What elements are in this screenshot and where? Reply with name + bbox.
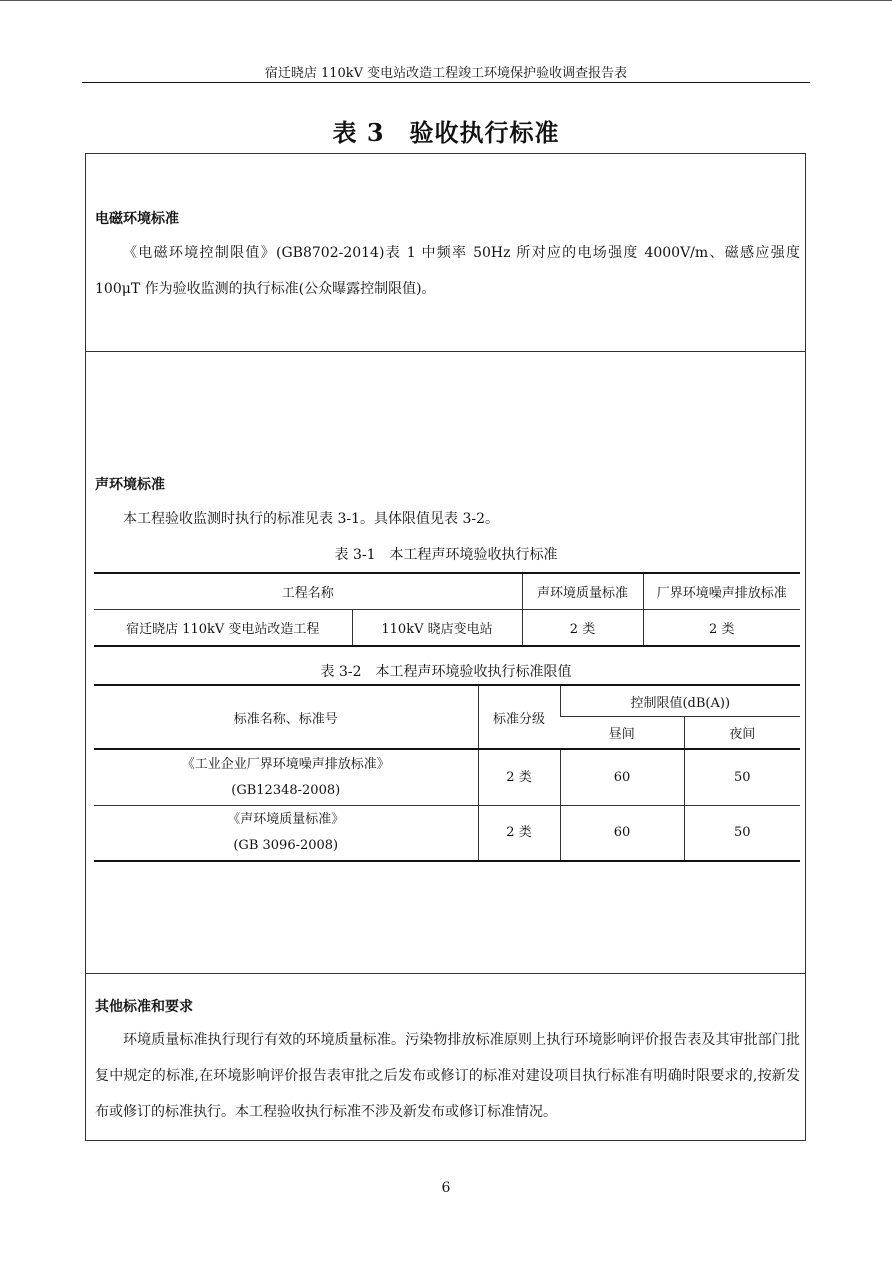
top-edge-line: [0, 0, 892, 1]
table2-header-grade: 标准分级: [478, 685, 560, 749]
noise-section-paragraph: 本工程验收监测时执行的标准见表 3-1。具体限值见表 3-2。: [123, 511, 499, 527]
table1-noise-standards: [94, 572, 800, 647]
page-header: 宿迁晓店 110kV 变电站改造工程竣工环境保护验收调查报告表: [264, 66, 628, 81]
table-row: [94, 610, 800, 647]
standard-name: 《工业企业厂界环境噪声排放标准》: [181, 756, 390, 772]
section-divider-1: [85, 351, 806, 352]
table2-header-day: 昼间: [560, 717, 684, 750]
em-section-heading: 电磁环境标准: [95, 211, 179, 227]
header-rule: [82, 82, 810, 83]
table2-cell-night: 50: [684, 749, 800, 806]
table2-header-name: 标准名称、标准号: [94, 685, 478, 749]
table-row: [94, 749, 800, 806]
table2-cell-standard: [94, 749, 478, 806]
page-title: 表 3 验收执行标准: [332, 118, 560, 147]
table2-noise-limits: [94, 684, 800, 862]
table1-caption: 表 3-1 本工程声环境验收执行标准: [334, 547, 558, 563]
table1-header-project: 工程名称: [94, 573, 522, 610]
table2-cell-standard: [94, 806, 478, 862]
table2-header-row: [94, 685, 800, 717]
table2-cell-grade: 2 类: [478, 749, 560, 806]
standard-name: 《声环境质量标准》: [227, 812, 345, 827]
table2-cell-day: 60: [560, 749, 684, 806]
table1-cell-boundary: 2 类: [643, 610, 800, 647]
table1-header-quality: 声环境质量标准: [522, 573, 643, 610]
table2-caption: 表 3-2 本工程声环境验收执行标准限值: [320, 664, 572, 680]
table2-cell-grade: 2 类: [478, 806, 560, 862]
table2-header-limit: 控制限值(dB(A)): [560, 685, 800, 717]
noise-section-heading: 声环境标准: [95, 477, 165, 493]
table2-header-night: 夜间: [684, 717, 800, 750]
standard-code: (GB 3096-2008): [233, 838, 339, 853]
table1-header-boundary: 厂界环境噪声排放标准: [643, 573, 800, 610]
section-divider-2: [85, 973, 806, 974]
em-section-paragraph: 《电磁环境控制限值》(GB8702-2014)表 1 中频率 50Hz 所对应的电场强度 4000V/m、磁感应强度 100μT 作为验收监测的执行标准(公众曝露控制限值)。: [95, 245, 800, 297]
standard-code: (GB12348-2008): [231, 782, 341, 798]
table1-cell-project: 宿迁晓店 110kV 变电站改造工程: [126, 622, 320, 637]
table-row: [94, 806, 800, 862]
other-section-paragraph: 环境质量标准执行现行有效的环境质量标准。污染物排放标准原则上执行环境影响评价报告表及其审批部门批复中规定的标准,在环境影响评价报告表审批之后发布或修订的标准对建设项目执行标准有明确时限要求的,按新发布或修订的标准执行。本工程验收执行标准不涉及新发布或修订标准情况。: [95, 1032, 800, 1120]
table1-cell-substation: 110kV 晓店变电站: [352, 610, 522, 647]
table1-header-row: [94, 573, 800, 610]
table1-cell-quality: 2 类: [522, 610, 643, 647]
table2-cell-day: 60: [560, 806, 684, 862]
other-section-heading: 其他标准和要求: [95, 999, 193, 1015]
table2-cell-night: 50: [684, 806, 800, 862]
page-number: 6: [441, 1180, 451, 1196]
